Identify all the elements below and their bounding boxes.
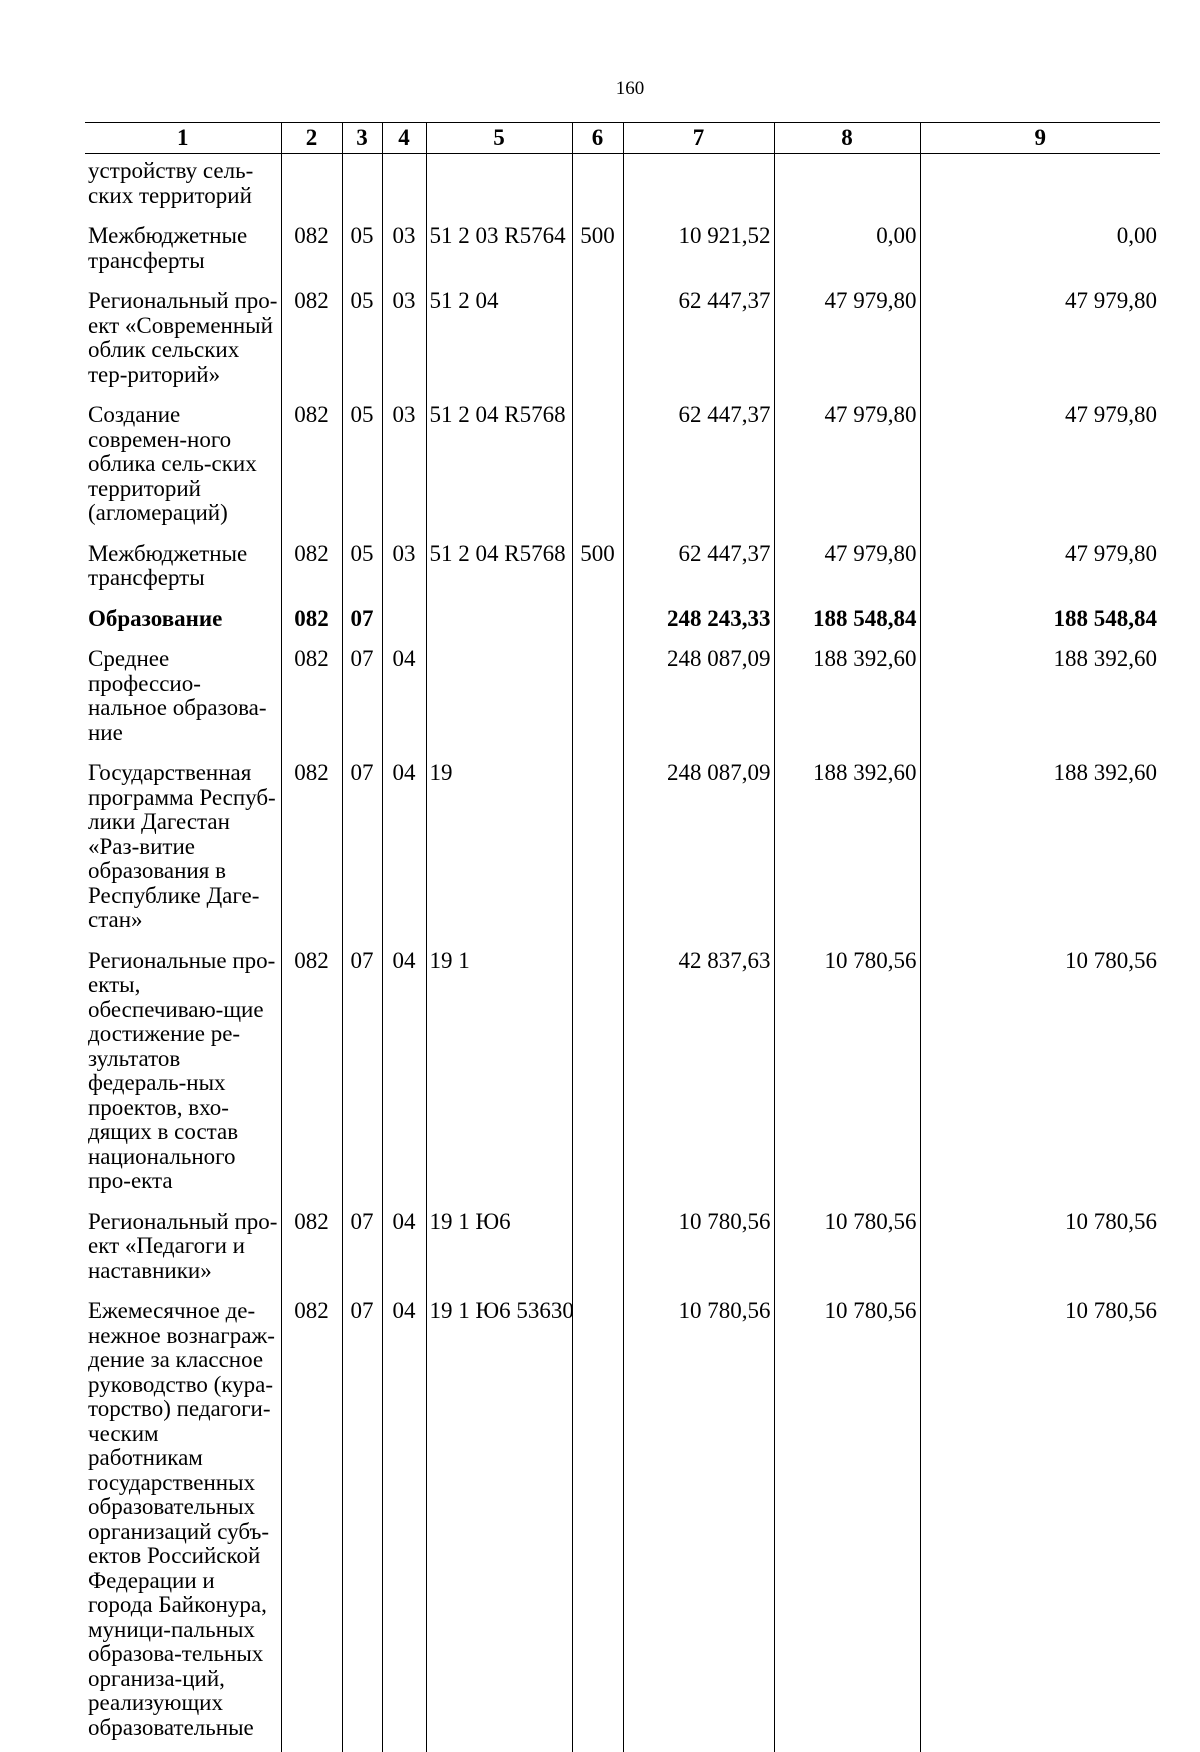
cell-col8: 10 780,56 xyxy=(774,1295,920,1752)
cell-col5: 19 1 Ю6 53630 xyxy=(426,1295,572,1752)
row-name: устройству сель-ских территорий xyxy=(85,154,281,221)
row-name: Региональный про-ект «Педагоги и наставники» xyxy=(85,1206,281,1296)
cell-col6 xyxy=(572,757,623,945)
cell-col7 xyxy=(623,154,774,221)
cell-col4: 03 xyxy=(382,285,426,399)
column-header-3: 3 xyxy=(342,123,382,154)
cell-col3: 07 xyxy=(342,643,382,757)
row-name: Межбюджетные трансферты xyxy=(85,220,281,285)
cell-col9: 47 979,80 xyxy=(920,285,1160,399)
cell-col9: 188 392,60 xyxy=(920,757,1160,945)
cell-col8: 188 392,60 xyxy=(774,643,920,757)
row-name: Среднее профессио-нальное образова-ние xyxy=(85,643,281,757)
cell-col5: 19 1 Ю6 xyxy=(426,1206,572,1296)
page-number: 160 xyxy=(0,78,1200,100)
cell-col2: 082 xyxy=(281,1295,342,1752)
cell-col7: 10 921,52 xyxy=(623,220,774,285)
row-name: Образование xyxy=(85,603,281,644)
cell-col4: 03 xyxy=(382,399,426,538)
cell-col6 xyxy=(572,399,623,538)
cell-col5 xyxy=(426,154,572,221)
cell-col8: 47 979,80 xyxy=(774,538,920,603)
cell-col9: 0,00 xyxy=(920,220,1160,285)
cell-col2: 082 xyxy=(281,538,342,603)
cell-col4: 04 xyxy=(382,643,426,757)
cell-col7: 248 243,33 xyxy=(623,603,774,644)
table-row xyxy=(85,399,1160,538)
cell-col9 xyxy=(920,154,1160,221)
cell-col5 xyxy=(426,603,572,644)
cell-col2: 082 xyxy=(281,643,342,757)
table-row xyxy=(85,285,1160,399)
row-name: Межбюджетные трансферты xyxy=(85,538,281,603)
table-row xyxy=(85,538,1160,603)
cell-col8: 0,00 xyxy=(774,220,920,285)
row-name: Региональный про-ект «Современный облик сельских тер-риторий» xyxy=(85,285,281,399)
cell-col2: 082 xyxy=(281,399,342,538)
cell-col2: 082 xyxy=(281,757,342,945)
cell-col2: 082 xyxy=(281,220,342,285)
cell-col5: 19 1 xyxy=(426,945,572,1206)
cell-col7: 248 087,09 xyxy=(623,757,774,945)
column-header-7: 7 xyxy=(623,123,774,154)
cell-col2: 082 xyxy=(281,603,342,644)
cell-col4 xyxy=(382,154,426,221)
cell-col9: 10 780,56 xyxy=(920,945,1160,1206)
column-header-1: 1 xyxy=(85,123,281,154)
cell-col9: 188 548,84 xyxy=(920,603,1160,644)
cell-col3: 07 xyxy=(342,1295,382,1752)
table-row-section-total xyxy=(85,603,1160,644)
cell-col9: 10 780,56 xyxy=(920,1206,1160,1296)
cell-col4: 03 xyxy=(382,220,426,285)
table-row xyxy=(85,945,1160,1206)
cell-col6 xyxy=(572,643,623,757)
cell-col4: 04 xyxy=(382,1206,426,1296)
row-name: Создание современ-ного облика сель-ских территорий (агломераций) xyxy=(85,399,281,538)
table-row xyxy=(85,643,1160,757)
cell-col7: 42 837,63 xyxy=(623,945,774,1206)
table-body xyxy=(85,154,1160,1752)
cell-col3: 05 xyxy=(342,399,382,538)
cell-col5: 51 2 04 R5768 xyxy=(426,538,572,603)
cell-col9: 10 780,56 xyxy=(920,1295,1160,1752)
column-header-5: 5 xyxy=(426,123,572,154)
cell-col2: 082 xyxy=(281,285,342,399)
cell-col8: 47 979,80 xyxy=(774,285,920,399)
table-row xyxy=(85,1295,1160,1752)
cell-col2: 082 xyxy=(281,1206,342,1296)
cell-col7: 248 087,09 xyxy=(623,643,774,757)
cell-col4: 04 xyxy=(382,1295,426,1752)
cell-col8 xyxy=(774,154,920,221)
cell-col7: 62 447,37 xyxy=(623,285,774,399)
cell-col6 xyxy=(572,603,623,644)
cell-col5: 51 2 04 xyxy=(426,285,572,399)
cell-col2 xyxy=(281,154,342,221)
row-name: Государственная программа Респуб-лики Дагестан «Раз-витие образования в Республике Даге-стан» xyxy=(85,757,281,945)
row-name: Региональные про-екты, обеспечиваю-щие достижение ре-зультатов федераль-ных проектов, вхо-дящих в состав национального про-екта xyxy=(85,945,281,1206)
cell-col6 xyxy=(572,154,623,221)
cell-col9: 188 392,60 xyxy=(920,643,1160,757)
cell-col6 xyxy=(572,285,623,399)
cell-col4: 04 xyxy=(382,757,426,945)
cell-col2: 082 xyxy=(281,945,342,1206)
table-row xyxy=(85,154,1160,221)
cell-col8: 10 780,56 xyxy=(774,1206,920,1296)
table-row xyxy=(85,1206,1160,1296)
row-name: Ежемесячное де-нежное вознаграж-дение за классное руководство (кура-торство) педагоги-ческим работникам государственных образовательных организаций субъ-ектов Российской Федерации и города Байконура, муници-пальных образова-тельных организа-ций, реализующих образовательные xyxy=(85,1295,281,1752)
cell-col3: 05 xyxy=(342,285,382,399)
cell-col6 xyxy=(572,945,623,1206)
column-header-9: 9 xyxy=(920,123,1160,154)
cell-col4 xyxy=(382,603,426,644)
cell-col6: 500 xyxy=(572,538,623,603)
cell-col5: 19 xyxy=(426,757,572,945)
cell-col8: 188 392,60 xyxy=(774,757,920,945)
cell-col8: 10 780,56 xyxy=(774,945,920,1206)
cell-col3: 07 xyxy=(342,1206,382,1296)
cell-col4: 03 xyxy=(382,538,426,603)
cell-col6: 500 xyxy=(572,220,623,285)
table-header-row xyxy=(85,123,1160,154)
column-header-2: 2 xyxy=(281,123,342,154)
cell-col6 xyxy=(572,1206,623,1296)
budget-table xyxy=(85,122,1160,1752)
cell-col5: 51 2 04 R5768 xyxy=(426,399,572,538)
cell-col3: 05 xyxy=(342,220,382,285)
cell-col7: 62 447,37 xyxy=(623,538,774,603)
cell-col7: 10 780,56 xyxy=(623,1206,774,1296)
cell-col3 xyxy=(342,154,382,221)
cell-col8: 47 979,80 xyxy=(774,399,920,538)
cell-col5 xyxy=(426,643,572,757)
column-header-8: 8 xyxy=(774,123,920,154)
cell-col5: 51 2 03 R5764 xyxy=(426,220,572,285)
column-header-6: 6 xyxy=(572,123,623,154)
cell-col7: 62 447,37 xyxy=(623,399,774,538)
cell-col8: 188 548,84 xyxy=(774,603,920,644)
cell-col3: 05 xyxy=(342,538,382,603)
cell-col6 xyxy=(572,1295,623,1752)
cell-col3: 07 xyxy=(342,945,382,1206)
cell-col9: 47 979,80 xyxy=(920,399,1160,538)
cell-col3: 07 xyxy=(342,603,382,644)
cell-col3: 07 xyxy=(342,757,382,945)
cell-col7: 10 780,56 xyxy=(623,1295,774,1752)
table-row xyxy=(85,757,1160,945)
cell-col9: 47 979,80 xyxy=(920,538,1160,603)
cell-col4: 04 xyxy=(382,945,426,1206)
column-header-4: 4 xyxy=(382,123,426,154)
table-row xyxy=(85,220,1160,285)
